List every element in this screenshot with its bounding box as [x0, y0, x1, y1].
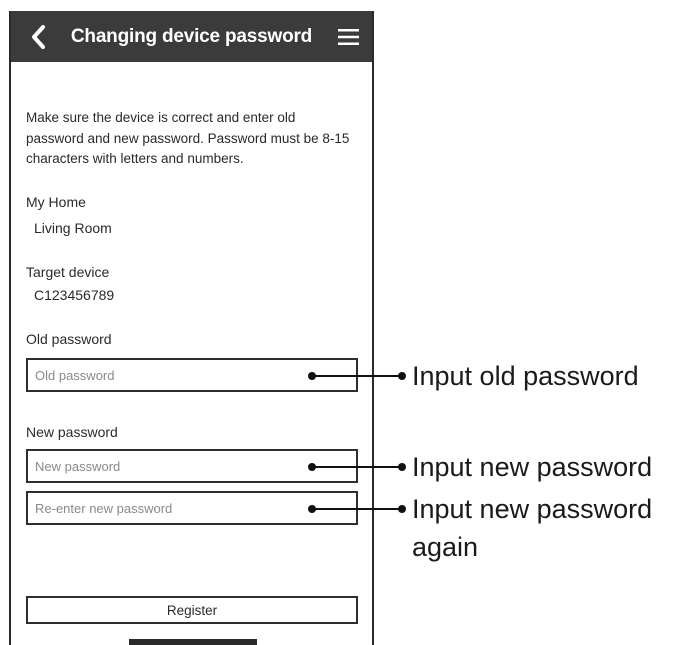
target-device-value: C123456789: [34, 287, 115, 303]
home-label: My Home: [26, 194, 86, 210]
new-password-input[interactable]: [26, 449, 358, 483]
callout-new-password: Input new password: [412, 452, 653, 482]
register-button[interactable]: Register: [26, 596, 358, 624]
callout-reenter-line1: Input new password: [412, 494, 653, 524]
callout-dot-again-end: [398, 505, 406, 513]
phone-screen: [9, 11, 374, 645]
new-password-label: New password: [26, 424, 118, 440]
callout-dot-old-end: [398, 372, 406, 380]
callout-reenter-line2: again: [412, 532, 479, 562]
old-password-label: Old password: [26, 331, 112, 347]
callout-dot-new-end: [398, 463, 406, 471]
instructions-text: Make sure the device is correct and enter old password and new password. Password must be 8-15 characters with letters and numbers.: [26, 110, 350, 166]
callout-old-password: Input old password: [412, 361, 639, 391]
app-header: [11, 11, 372, 62]
home-indicator-bar: [129, 639, 257, 645]
hamburger-menu-icon[interactable]: [338, 29, 359, 45]
home-value: Living Room: [34, 220, 112, 236]
reenter-password-input[interactable]: [26, 491, 358, 525]
target-device-label: Target device: [26, 264, 110, 280]
page-title: Changing device password: [70, 26, 313, 47]
old-password-input[interactable]: [26, 358, 358, 392]
